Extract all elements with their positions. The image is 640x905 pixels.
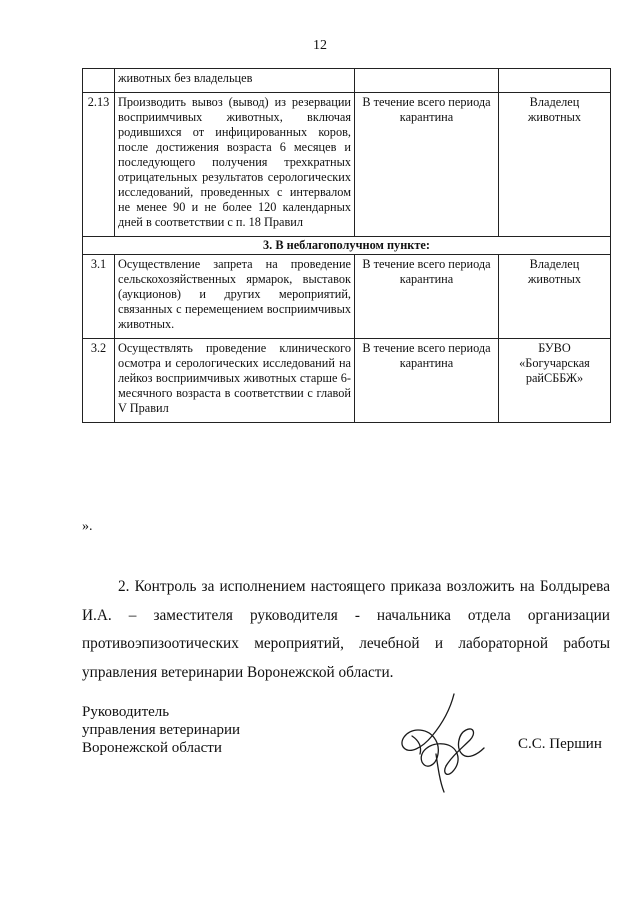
measure-description: Осуществлять проведение клинического осмотра и серологических исследований на лейкоз восприимчивых животных старше 6-месячного возраста в соответствии с главой V Правил xyxy=(115,339,355,423)
measure-description: животных без владельцев xyxy=(115,69,355,93)
section-title: 3. В неблагополучном пункте: xyxy=(83,237,611,255)
order-paragraph: 2. Контроль за исполнением настоящего приказа возложить на Болдырева И.А. – заместителя руководителя - начальника отдела организации противоэпизоотических мероприятий, лечебной и лабораторной работы управления ветеринарии Воронежской области. xyxy=(82,578,610,681)
measure-description: Осуществление запрета на проведение сельскохозяйственных ярмарок, выставок (аукционов) и других мероприятий, связанных с перемещением восприимчивых животных. xyxy=(115,255,355,339)
measure-term: В течение всего периода карантина xyxy=(355,339,499,423)
measure-term: В течение всего периода карантина xyxy=(355,255,499,339)
signatory-title-line: Воронежской области xyxy=(82,740,222,756)
handwritten-signature xyxy=(392,690,492,795)
measure-responsible: БУВО «Богучарская райСББЖ» xyxy=(499,339,611,423)
table-row xyxy=(83,339,611,423)
row-number: 3.2 xyxy=(83,339,115,423)
signatory-title-line: Руководитель xyxy=(82,704,170,720)
row-number: 2.13 xyxy=(83,93,115,237)
table-row xyxy=(83,255,611,339)
measure-term: В течение всего периода карантина xyxy=(355,93,499,237)
signatory-title xyxy=(82,703,240,757)
row-number: 3.1 xyxy=(83,255,115,339)
table-row xyxy=(83,93,611,237)
measure-responsible: Владелец животных xyxy=(499,93,611,237)
signatory-title-line: управления ветеринарии xyxy=(82,722,241,738)
measure-responsible: Владелец животных xyxy=(499,255,611,339)
section-header-row xyxy=(83,237,611,255)
measure-description: Производить вывоз (вывод) из резервации восприимчивых животных, включая родившихся от инфицированных коров, после достижения возраста 6 месяцев и последующего получения трехкратных отрицательных результатов серологических исследований, проведенных с интервалом не менее 90 и не более 120 календарных дней в соответствии с п. 18 Правил xyxy=(115,93,355,237)
measure-responsible xyxy=(499,69,611,93)
signatory-name: С.С. Першин xyxy=(518,736,602,752)
page-number: 12 xyxy=(313,38,327,53)
measures-table xyxy=(82,68,611,423)
measure-term xyxy=(355,69,499,93)
closing-quote: ». xyxy=(82,519,93,534)
row-number xyxy=(83,69,115,93)
table-row xyxy=(83,69,611,93)
